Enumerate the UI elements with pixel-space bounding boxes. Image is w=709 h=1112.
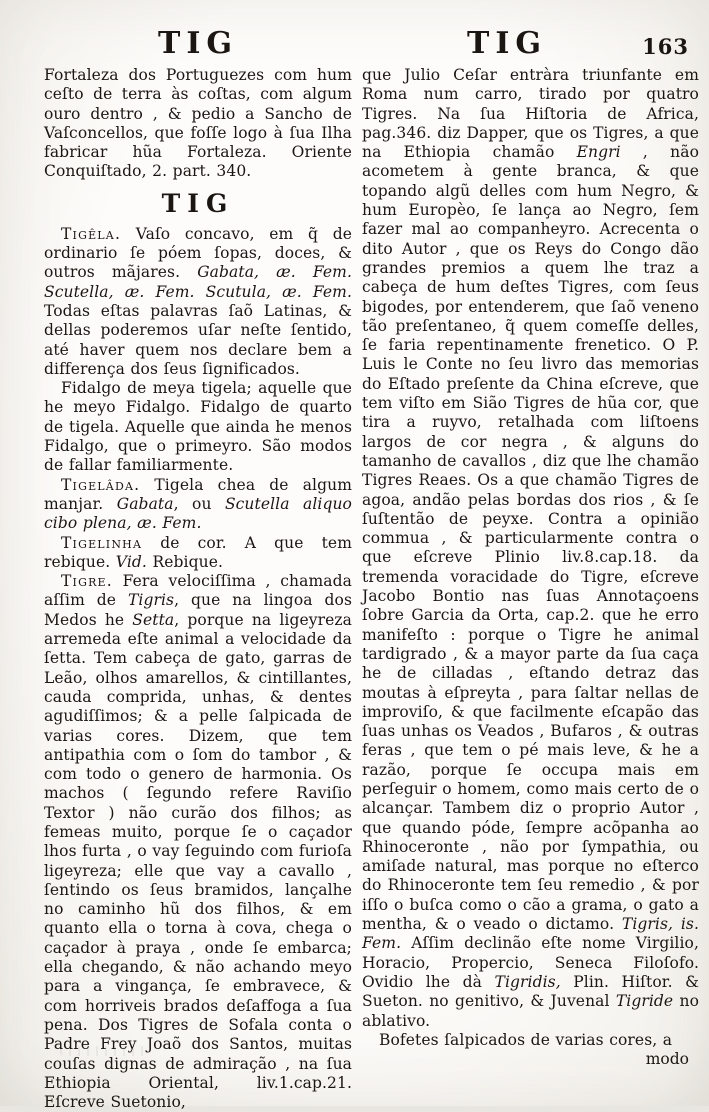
- running-head-right-title: TIG: [467, 26, 547, 61]
- running-head: [0, 26, 709, 70]
- entry-tigelinha: [44, 534, 352, 573]
- page-number: 163: [642, 34, 689, 59]
- text-segment: , porque na ligeyreza arremeda eſte animal a velocidade da ſetta. Tem cabeça de gato, garras de Leão, olhos amarellos, & cintillantes, cauda comprida, unhas, & dentes agudiſſimos; & a pelle ſalpicada de varias cores. Dizem, que tem antipathia com o ſom do tambor , & com todo o genero de harmonia. Os machos ( ſegundo refere Raviſio Textor ) não curão dos filhos; as femeas muito, porque ſe o caçador lhos furta , o vay ſeguindo com furioſa ligeyreza; elle que vay a cavallo , ſentindo os ſeus bramidos, lançalhe no caminho hũ dos filhos, & em quanto ella o torna à cova, chega o caçador à praya , onde ſe embarca; ella chegando, & não achando meyo para a vingança, ſe embravece, & com horriveis brados deſaffoga a ſua pena. Dos Tigres de Sofala conta o Padre Frey Joaõ dos Santos, muitas couſas dignas de admiração , na ſua Ethiopia Oriental, liv.1.cap.21. Eſcreve Suetonio,: [44, 610, 352, 1112]
- text-segment: , ou: [173, 494, 225, 513]
- text-segment: Rebique.: [146, 552, 223, 571]
- text-segment: Fortaleza dos Portuguezes com hum ceſto de terra às coſtas, com algum ouro dentro , & pedio a Sancho de Vaſconcellos, que foſſe logo à ſua Ilha fabricar hũa Fortaleza. Oriente Conquiſtado, 2. part. 340.: [44, 66, 352, 181]
- italic-text-segment: Setta: [132, 610, 175, 629]
- text-segment: , que na lingoa dos Medos he: [44, 591, 352, 629]
- right-column: [362, 66, 699, 1069]
- text-columns: [44, 66, 699, 1112]
- text-segment: Todas eſtas palavras ſaõ Latinas, & dellas poderemos uſar neſte ſentido, até haver quem nos declare bem a differença dos ſeus ſignificados.: [44, 301, 352, 378]
- left-column: [44, 66, 352, 1112]
- italic-text-segment: Tigris: [127, 591, 175, 610]
- paragraph-bofetes: [362, 1031, 699, 1050]
- italic-text-segment: Scutella aliquo cibo plena, æ. Fem.: [44, 494, 352, 533]
- italic-text-segment: Gabata: [116, 494, 174, 513]
- italic-text-segment: Gabata, æ. Fem. Scutella, æ. Fem. Scutula, æ. Fem.: [44, 263, 352, 301]
- text-segment: Vaſo concavo, em q̃ de ordinario ſe póem ſopas, doces, & outros mãjares.: [44, 224, 352, 282]
- entry-headword: Tigelâda.: [61, 475, 141, 494]
- text-segment: Bofetes ſalpicados de varias cores, a: [379, 1030, 673, 1049]
- text-segment: Aſſim declinão eſte nome Virgilio, Horacio, Propercio, Seneca Filoſofo. Ovidio lhe dà: [362, 934, 699, 991]
- text-segment: de cor. A que tem rebique.: [44, 533, 352, 571]
- entry-headword: Tigelinha: [61, 533, 143, 552]
- paragraph-tigre-continuation: [362, 66, 699, 1031]
- italic-text-segment: Tigris, is. Fem.: [362, 915, 699, 953]
- italic-text-segment: Vid.: [115, 552, 147, 571]
- entry-tigre: [44, 572, 352, 1112]
- entry-tigelada: [44, 476, 352, 534]
- text-segment: , não acometem à gente branca, & que topando algũ delles com hum Negro, & hum Europèo, ſe lança ao Negro, ſem fazer mal ao companheyro. Acrecenta o dito Autor , que os Reys do Congo dão grandes premios a quem lhe traz a cabeça de hum deſtes Tigres, com ſeus bigodes, por entenderem, que ſaõ veneno tão preſentaneo, q̃ quem comeſſe delles, ſe faria repentinamente frenetico. O P. Luis le Conte no ſeu livro das memorias do Eſtado preſente da China eſcreve, que tem viſto em Sião Tigres de hũa cor, que tira a ruyvo, retalhada com liſtoens largos de cor negra , & alguns do tamanho de cavallos , diz que lhe chamão Tigres Reaes. Os a que chamão Tigres de agoa, andão pelas bordas dos rios , & ſe ſuſtentão de peyxe. Contra a opinião commua , & particularmente contra o que eſcreve Plinio liv.8.cap.18. da tremenda voracidade do Tigre, eſcreve Jacobo Bontio nas ſuas Annotaçoens ſobre Garcia da Orta, cap.2. que he erro manifeſto : porque o Tigre he animal tardigrado , & a mayor parte da ſua caça he de cilladas , eſtando detraz das moutas à eſpreyta , para ſaltar nellas de improviſo, & que facilmente eſcapão das ſuas unhas os Veados , Bufaros , & outras feras , que tem o pé mais leve, & he a razão, porque ſe occupa mais em perſeguir o homem, como mais certo de o alcançar. Tambem diz o proprio Autor , que quando póde, ſempre acõpanha ao Rhinoceronte , não por ſympathia, ou amiſade natural, mas porque no eſterco do Rhinoceronte tem ſeu remedio , & por iſſo o buſca como o cão a grama, o gato a mentha, & o veado o dictamo.: [362, 143, 700, 934]
- entry-tigela: [44, 225, 352, 379]
- text-segment: Fera velociſſima , chamada aſſim de: [44, 572, 352, 610]
- text-segment: que Julio Ceſar entràra triunfante em Roma num carro, tirado por quatro Tigres. Na ſua Hiſtoria de Africa, pag.346. diz Dapper, que os Tigres, a que na Ethiopia chamão: [362, 66, 699, 162]
- paragraph-fidalgo-de-meya-tigela: [44, 379, 352, 475]
- catchword: modo: [645, 1050, 689, 1069]
- running-head-left-title: TIG: [158, 26, 238, 61]
- text-segment: no ablativo.: [362, 992, 699, 1030]
- section-heading-tig: TIG: [161, 188, 235, 218]
- entry-headword: Tigêla.: [61, 224, 122, 243]
- text-segment: Tigela chea de algum manjar.: [44, 475, 352, 513]
- entry-headword: Tigre.: [61, 572, 113, 591]
- italic-text-segment: Engri: [576, 143, 621, 162]
- text-segment: Plin. Hiſtor. & Sueton. no genitivo, & Juvenal: [362, 972, 699, 1011]
- scan-smudge-artifact: [60, 1046, 150, 1056]
- italic-text-segment: Tigride: [615, 992, 674, 1011]
- text-segment: Fidalgo de meya tigela; aquelle que he meyo Fidalgo. Fidalgo de quarto de tigela. Aquelle que ainda he menos Fidalgo, que o primeyro. São modos de fallar familiarmente.: [44, 379, 352, 475]
- italic-text-segment: Tigridis,: [494, 972, 561, 991]
- paragraph-fortaleza-continuation: [44, 66, 352, 182]
